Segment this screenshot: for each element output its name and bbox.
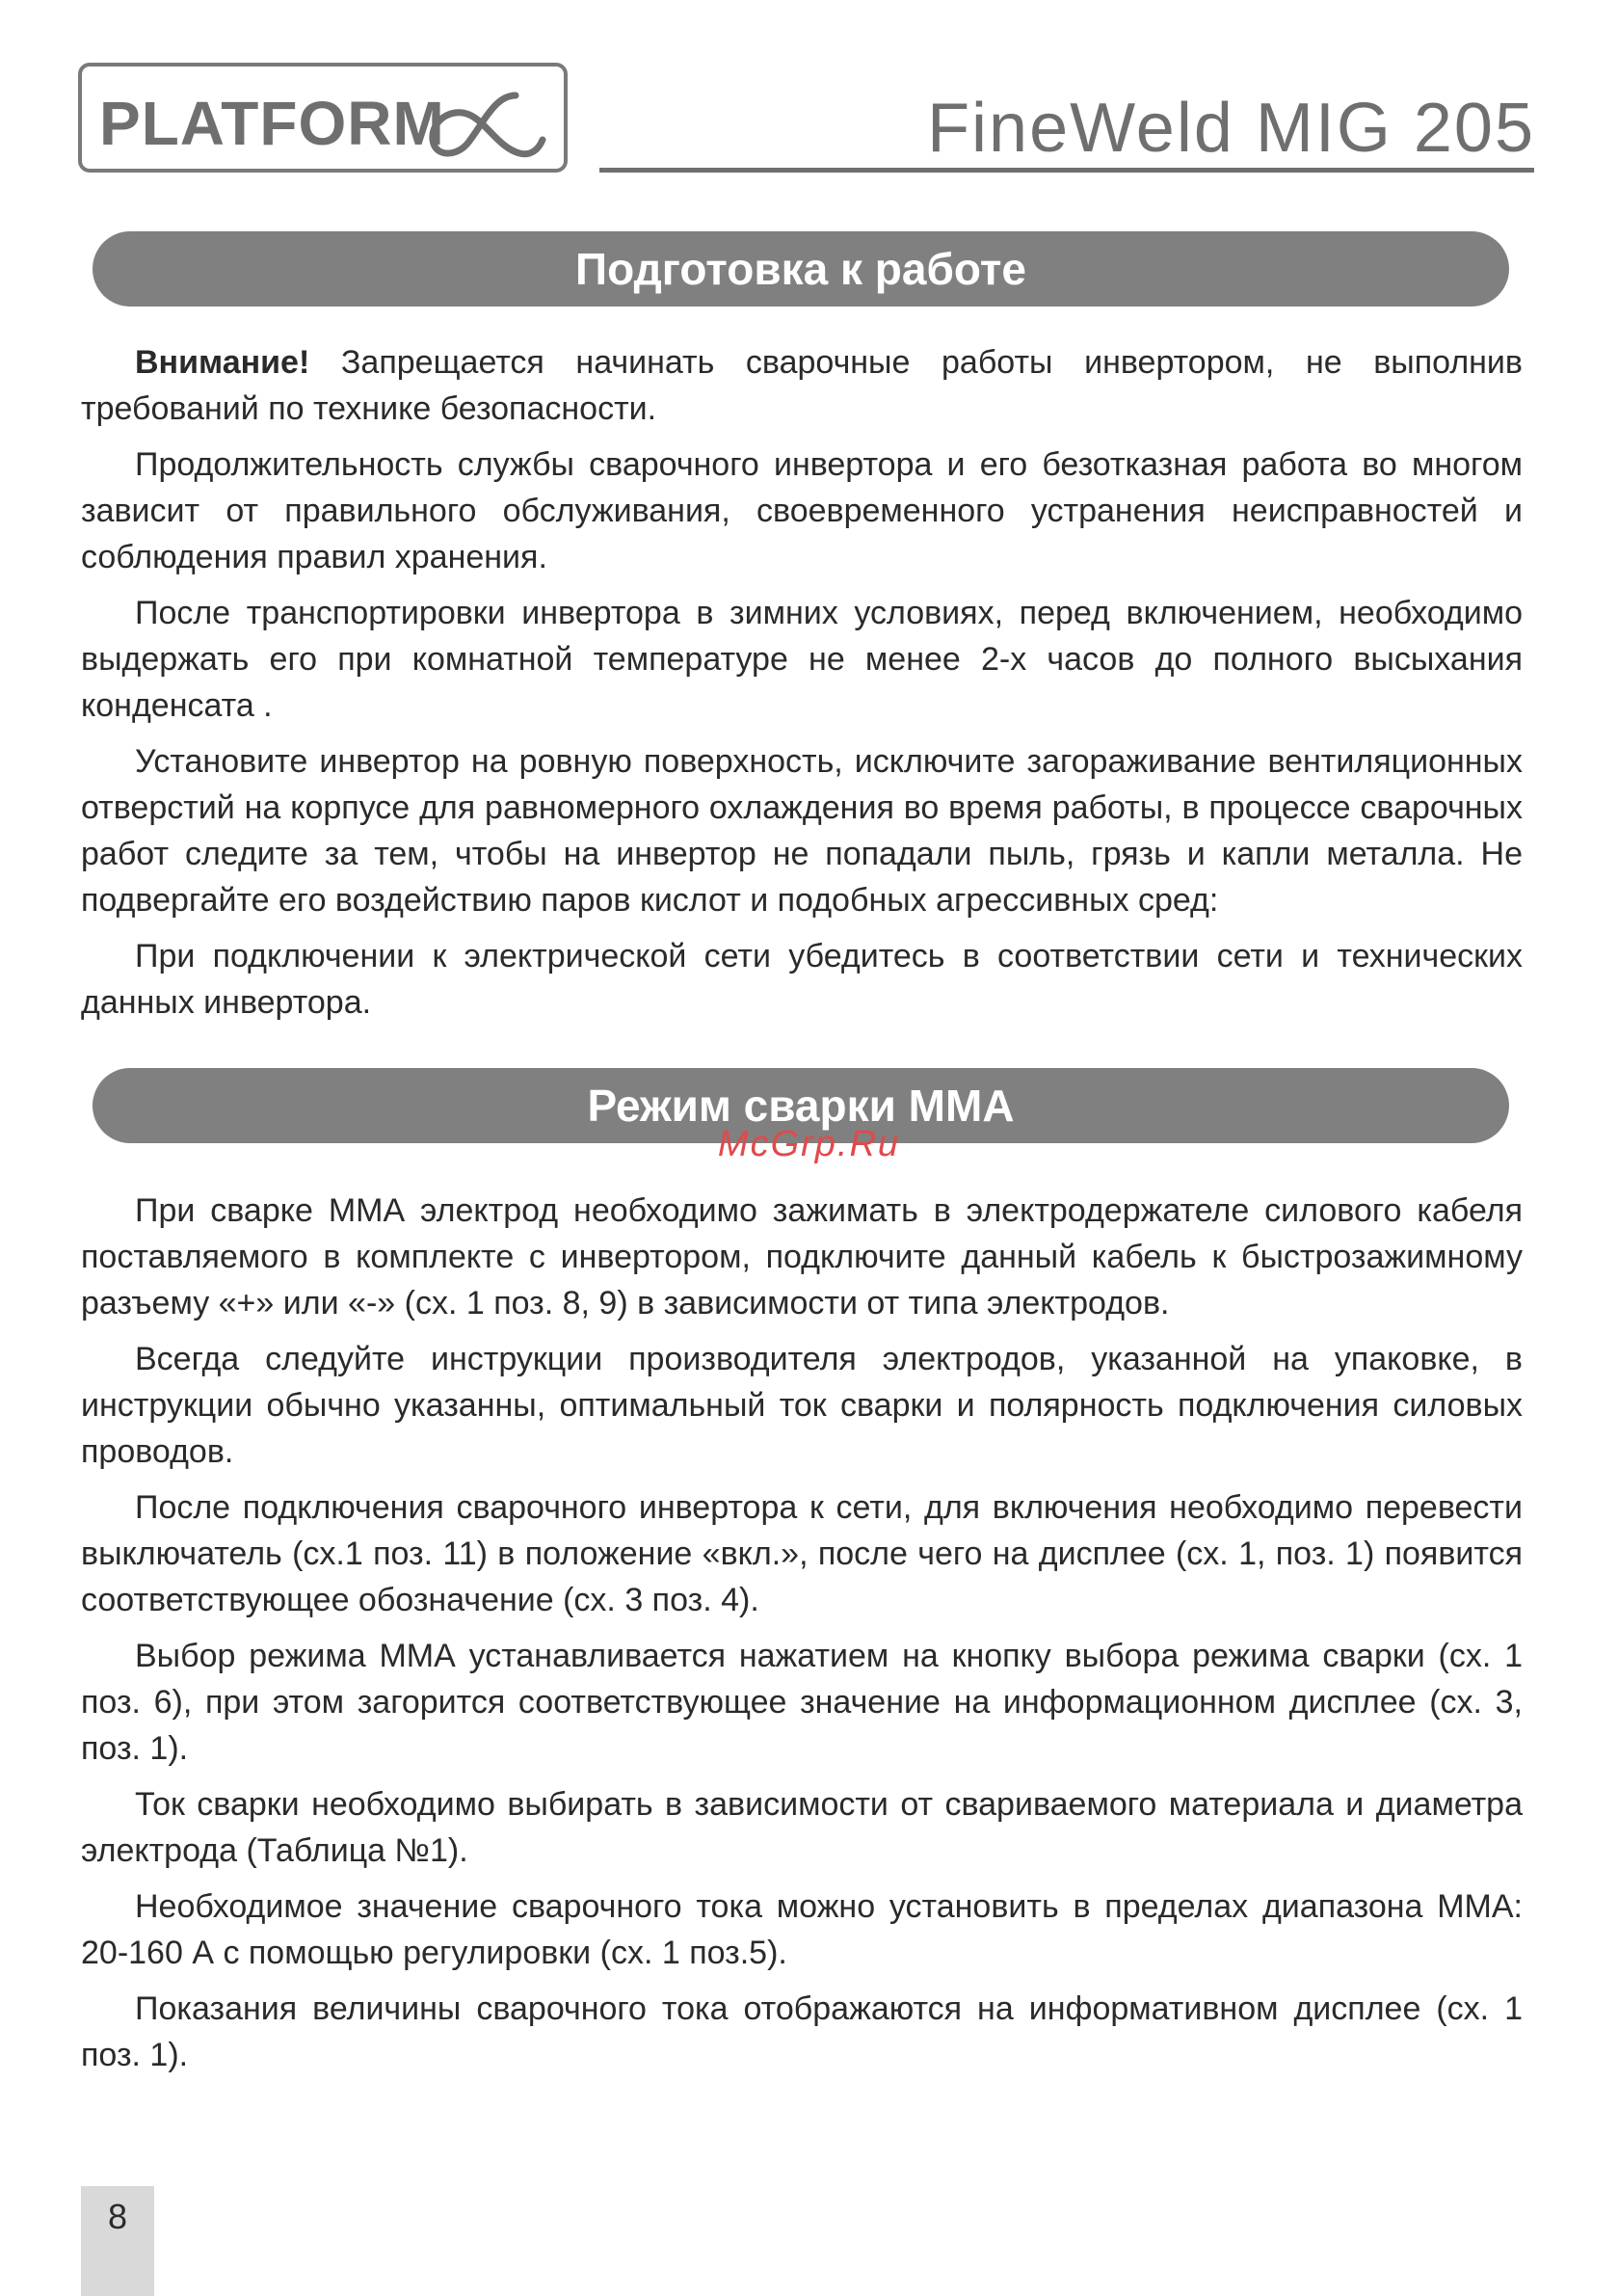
watermark: McGrp.Ru [717,1124,901,1164]
paragraph [81,441,1523,580]
paragraph [81,590,1523,729]
paragraph [81,1188,1523,1326]
paragraph [81,1336,1523,1475]
paragraph [81,1986,1523,2078]
paragraph-text: После транспортировки инвертора в зимних условиях, перед включением, необходимо выдержать его при комнатной температуре не менее 2-х часов до полного высыхания конденсата . [81,595,1523,724]
paragraph-text: Запрещается начинать сварочные работы инвертором, не выполнив требований по технике безопасности. [81,344,1523,427]
paragraph-text: Установите инвертор на ровную поверхность, исключите загораживание вентиляционных отверстий на корпусе для равномерного охлаждения во время работы, в процессе сварочных работ следите за тем, чтобы на инвертор не попадали пыль, грязь и капли металла. Не подвергайте его воздействию паров кислот и подобных агрессивных сред: [81,743,1523,919]
paragraph [81,933,1523,1026]
paragraph [81,1883,1523,1976]
header-rule [599,168,1534,173]
section-title-preparation: Подготовка к работе [93,231,1509,307]
section-body-mma [81,1188,1523,2088]
warning-lead: Внимание! [135,344,310,381]
paragraph-text: Необходимое значение сварочного тока можно установить в пределах диапазона ММА: 20-160 А с помощью регулировки (сх. 1 поз.5). [81,1888,1523,1971]
paragraph [81,1633,1523,1772]
paragraph [81,339,1523,432]
paragraph-text: Выбор режима ММА устанавливается нажатием на кнопку выбора режима сварки (сх. 1 поз. 6), при этом загорится соответствующее значение на информационном дисплее (сх. 3, поз. 1). [81,1638,1523,1767]
paragraph-text: Показания величины сварочного тока отображаются на информативном дисплее (сх. 1 поз. 1). [81,1990,1523,2073]
model-title: FineWeld MIG 205 [927,90,1535,167]
paragraph-text: При подключении к электрической сети убедитесь в соответствии сети и технических данных инвертора. [81,938,1523,1021]
paragraph-text: Ток сварки необходимо выбирать в зависимости от свариваемого материала и диаметра электрода (Таблица №1). [81,1786,1523,1869]
brand-logo [78,63,568,173]
alpha-logo-icon [427,86,552,163]
paragraph [81,1484,1523,1623]
paragraph [81,1781,1523,1874]
section-title-mma: Режим сварки ММА [93,1068,1509,1143]
paragraph-text: После подключения сварочного инвертора к сети, для включения необходимо перевести выключатель (сх.1 поз. 11) в положение «вкл.», после чего на дисплее (сх. 1, поз. 1) появится соответствующее обозначение (сх. 3 поз. 4). [81,1489,1523,1618]
section-body-preparation [81,339,1523,1035]
paragraph-text: При сварке ММА электрод необходимо зажимать в электродержателе силового кабеля поставляемого в комплекте с инвертором, подключите данный кабель к быстрозажимному разъему «+» или «-» (сх. 1 поз. 8, 9) в зависимости от типа электродов. [81,1192,1523,1322]
page-number: 8 [81,2186,154,2296]
paragraph-text: Всегда следуйте инструкции производителя электродов, указанной на упаковке, в инструкции обычно указанны, оптимальный ток сварки и полярность подключения силовых проводов. [81,1341,1523,1470]
paragraph [81,738,1523,923]
logo-text: PLATFORM [99,89,445,158]
paragraph-text: Продолжительность службы сварочного инвертора и его безотказная работа во многом зависит от правильного обслуживания, своевременного устранения неисправностей и соблюдения правил хранения. [81,446,1523,575]
